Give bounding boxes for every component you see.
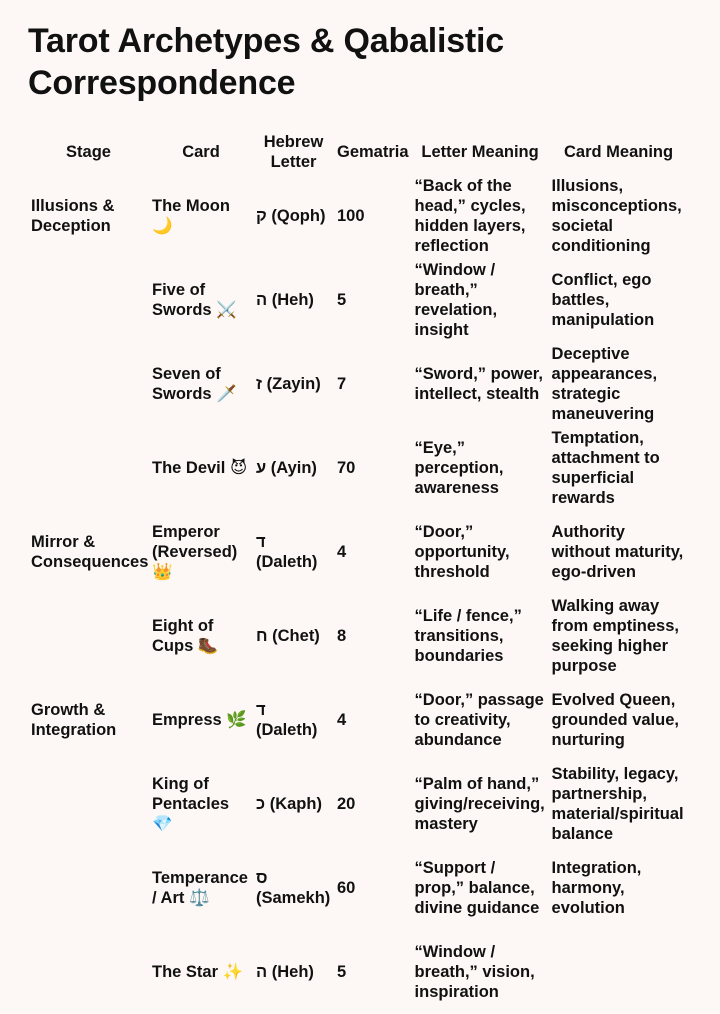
stage-cell (28, 930, 149, 1014)
stage-cell (28, 762, 149, 846)
gematria-cell: 70 (337, 459, 356, 477)
card-cell: Seven of Swords 🗡️ (152, 365, 237, 403)
letter-meaning-cell: “Back of the head,” cycles, hidden layers, reflection (414, 177, 526, 255)
hebrew-letter-cell: ק (Qoph) (256, 207, 326, 225)
table-header-row (28, 130, 689, 174)
table-row (28, 846, 689, 930)
card-cell: Five of Swords ⚔️ (152, 281, 237, 319)
card-meaning-cell: Illusions, misconceptions, societal conditioning (551, 177, 682, 255)
card-meaning-cell: Deceptive appearances, strategic maneuvering (551, 345, 658, 423)
table-row (28, 174, 689, 258)
header-hebrew-letter: Hebrew Letter (263, 133, 324, 171)
card-cell: The Star ✨ (152, 963, 244, 981)
hebrew-letter-cell: ח (Chet) (256, 627, 320, 645)
header-stage: Stage (66, 143, 111, 161)
card-cell: Temperance / Art ⚖️ (152, 869, 248, 907)
letter-meaning-cell: “Door,” opportunity, threshold (414, 523, 510, 581)
stage-cell (28, 342, 149, 426)
correspondence-table (28, 130, 689, 1014)
card-cell: Emperor (Reversed) 👑 (152, 523, 238, 581)
header-card: Card (182, 143, 220, 161)
gematria-cell: 7 (337, 375, 347, 393)
stage-cell: Illusions & Deception (31, 197, 115, 235)
card-meaning-cell: Walking away from emptiness, seeking higher purpose (551, 597, 679, 675)
card-cell: King of Pentacles 💎 (152, 775, 230, 833)
card-meaning-cell: Temptation, attachment to superficial rewards (551, 429, 660, 507)
letter-meaning-cell: “Window / breath,” vision, inspiration (414, 943, 535, 1001)
hebrew-letter-cell: כ (Kaph) (256, 795, 322, 813)
card-meaning-cell: Integration, harmony, evolution (551, 859, 642, 917)
stage-cell: Mirror & Consequences (31, 533, 149, 571)
gematria-cell: 60 (337, 879, 356, 897)
card-cell: The Moon 🌙 (152, 197, 230, 235)
card-meaning-cell: Conflict, ego battles, manipulation (551, 271, 655, 329)
page-title: Tarot Archetypes & Qabalistic Correspondence (28, 22, 505, 102)
table-row (28, 510, 689, 594)
card-cell: Eight of Cups 🥾 (152, 617, 219, 655)
card-meaning-cell (549, 930, 689, 1014)
gematria-cell: 5 (337, 963, 347, 981)
letter-meaning-cell: “Door,” passage to creativity, abundance (414, 691, 544, 749)
gematria-cell: 5 (337, 291, 347, 309)
gematria-cell: 4 (337, 711, 347, 729)
table-row (28, 594, 689, 678)
gematria-cell: 4 (337, 543, 347, 561)
hebrew-letter-cell: ד (Daleth) (256, 701, 318, 739)
table-row (28, 426, 689, 510)
card-cell: The Devil 😈 (152, 459, 248, 477)
letter-meaning-cell: “Sword,” power, intellect, stealth (414, 365, 543, 403)
table-row (28, 678, 689, 762)
card-meaning-cell: Authority without maturity, ego-driven (551, 523, 684, 581)
stage-cell (28, 846, 149, 930)
hebrew-letter-cell: ע (Ayin) (256, 459, 317, 477)
stage-cell (28, 594, 149, 678)
letter-meaning-cell: “Support / prop,” balance, divine guidance (414, 859, 540, 917)
hebrew-letter-cell: ד (Daleth) (256, 533, 318, 571)
header-gematria: Gematria (337, 143, 409, 161)
hebrew-letter-cell: ז (Zayin) (256, 375, 321, 393)
hebrew-letter-cell: ה (Heh) (256, 963, 314, 981)
table-row (28, 762, 689, 846)
table-row (28, 342, 689, 426)
hebrew-letter-cell: ס (Samekh) (256, 869, 331, 907)
table-row (28, 930, 689, 1014)
gematria-cell: 20 (337, 795, 356, 813)
letter-meaning-cell: “Eye,” perception, awareness (414, 439, 504, 497)
header-letter-meaning: Letter Meaning (421, 143, 539, 161)
card-meaning-cell: Evolved Queen, grounded value, nurturing (551, 691, 679, 749)
card-cell: Empress 🌿 (152, 711, 247, 729)
gematria-cell: 100 (337, 207, 365, 225)
stage-cell: Growth & Integration (31, 701, 117, 739)
letter-meaning-cell: “Palm of hand,” giving/receiving, mastery (414, 775, 545, 833)
stage-cell (28, 426, 149, 510)
letter-meaning-cell: “Window / breath,” revelation, insight (414, 261, 498, 339)
gematria-cell: 8 (337, 627, 347, 645)
table-row (28, 258, 689, 342)
card-meaning-cell: Stability, legacy, partnership, material/spiritual balance (551, 765, 684, 843)
hebrew-letter-cell: ה (Heh) (256, 291, 314, 309)
letter-meaning-cell: “Life / fence,” transitions, boundaries (414, 607, 522, 665)
stage-cell (28, 258, 149, 342)
header-card-meaning: Card Meaning (563, 143, 674, 161)
